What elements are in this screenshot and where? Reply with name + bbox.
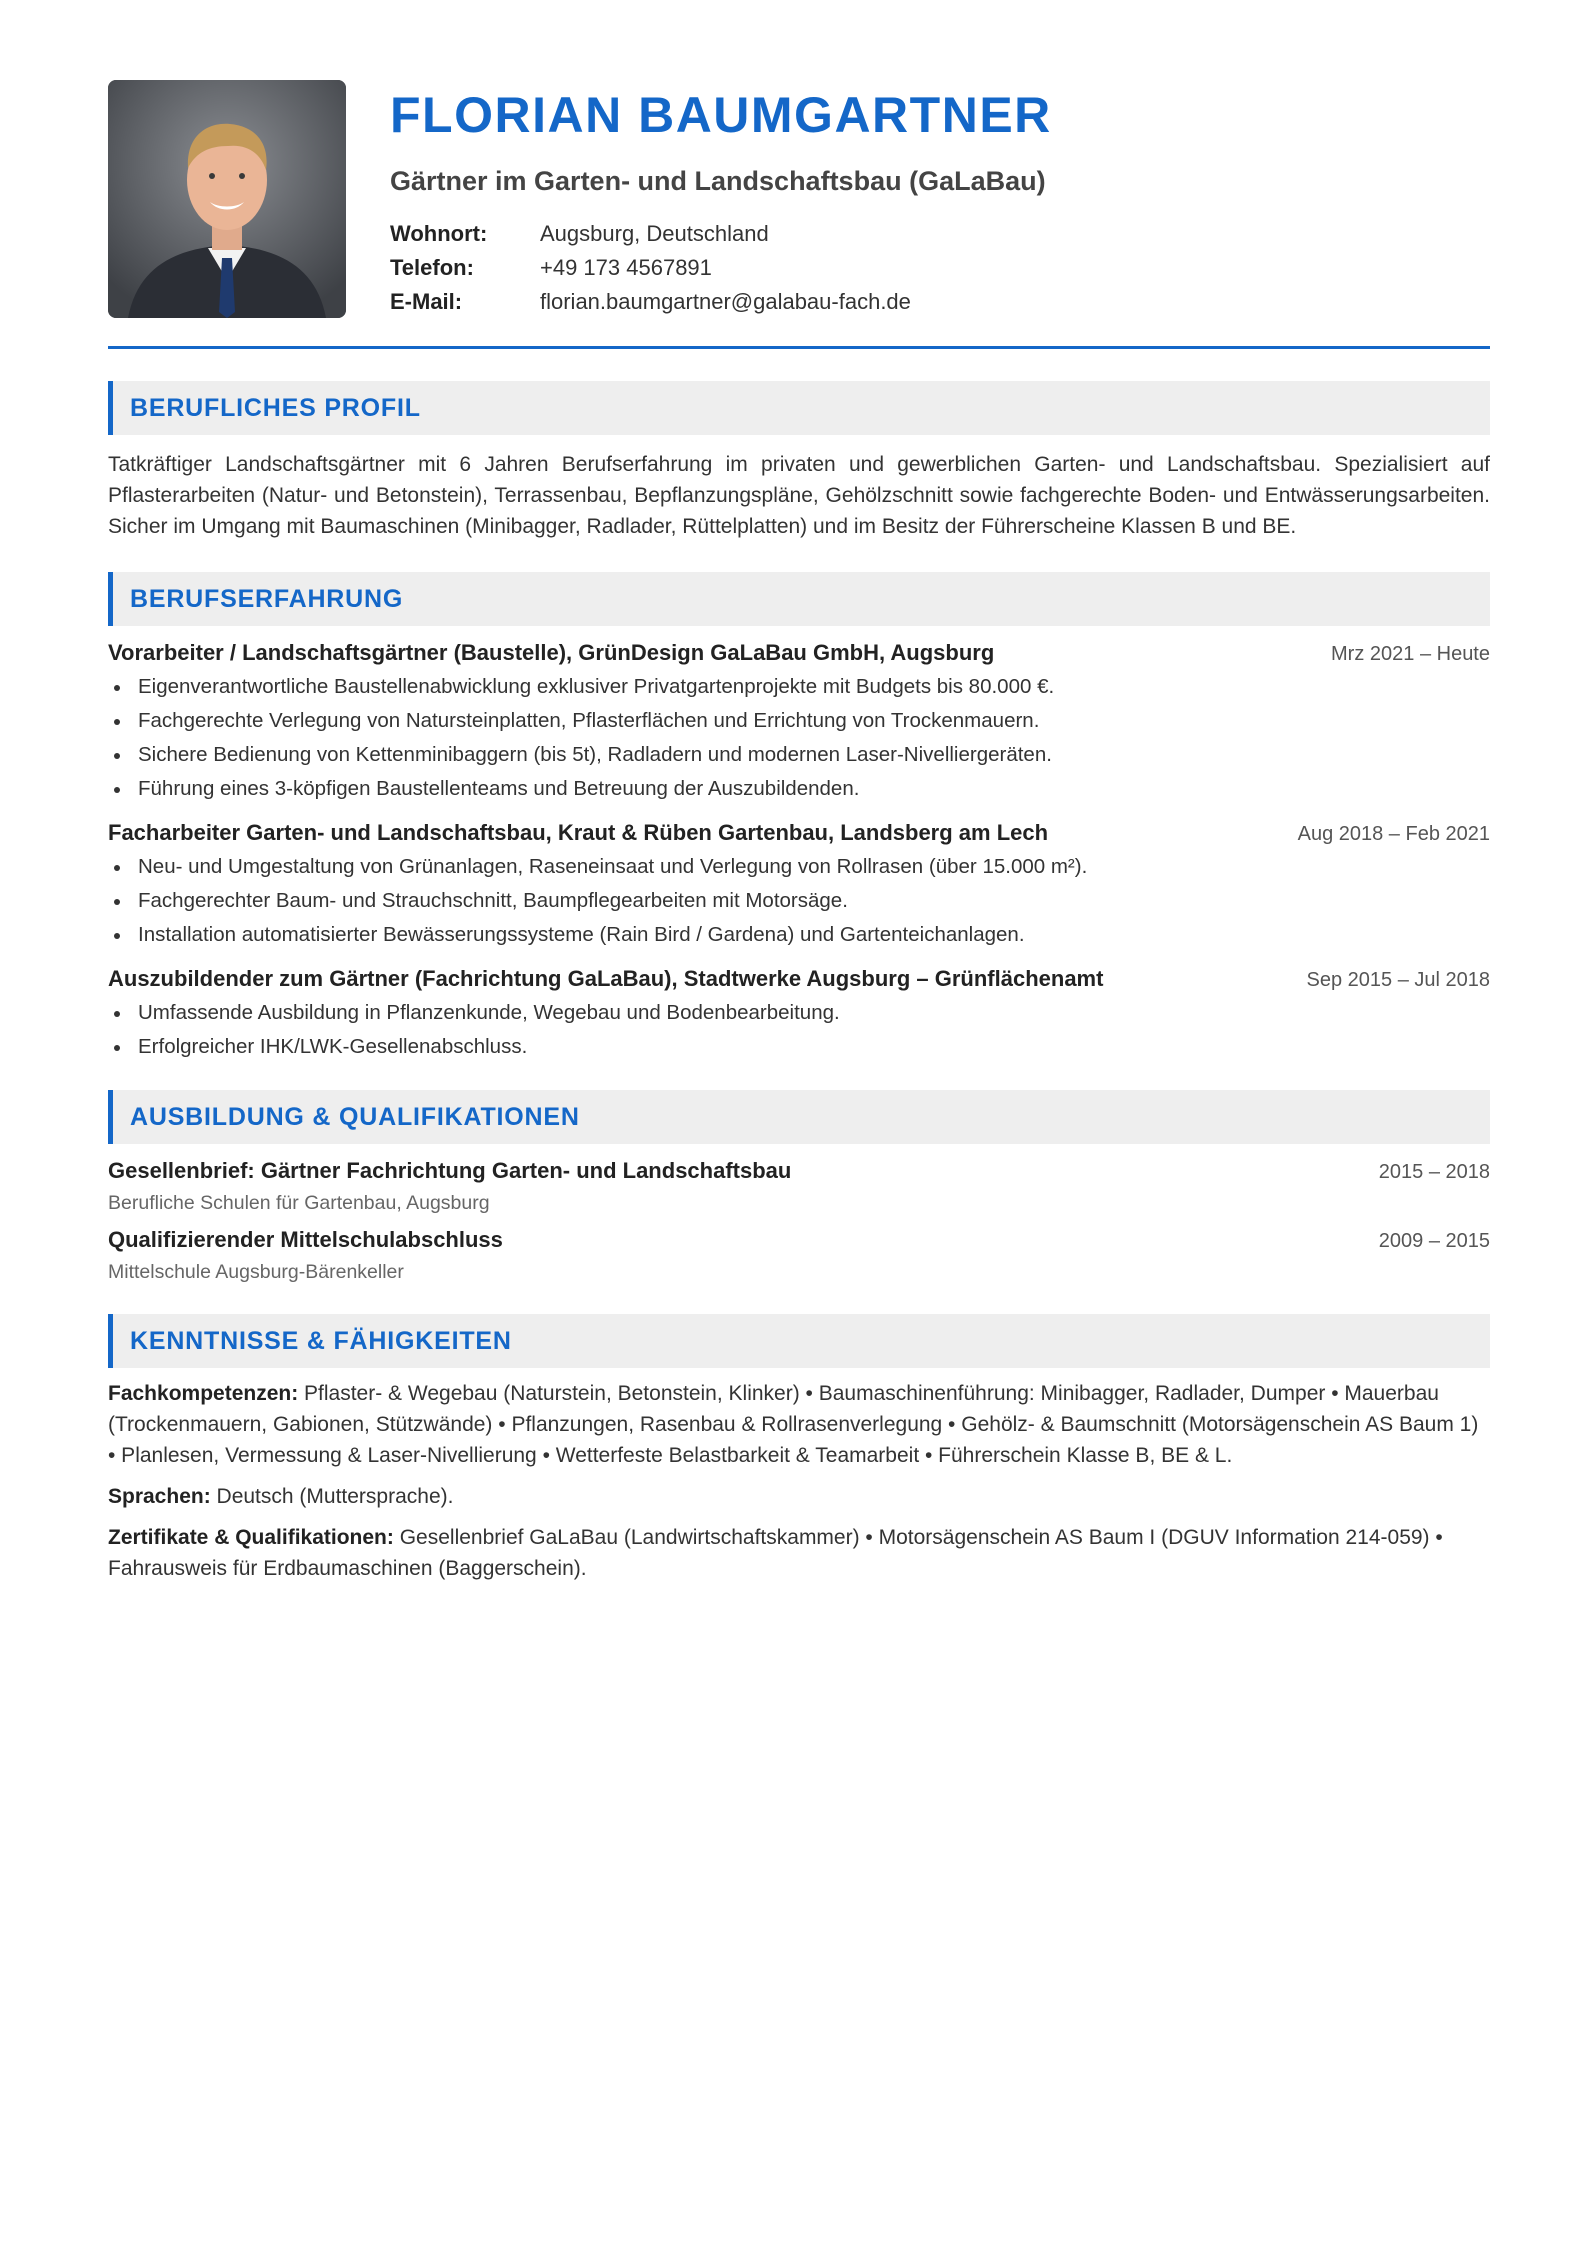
job-entry xyxy=(108,966,1490,1064)
skill-label: Sprachen: xyxy=(108,1485,211,1508)
header-divider xyxy=(108,346,1490,349)
section-heading-education: AUSBILDUNG & QUALIFIKATIONEN xyxy=(108,1090,1490,1144)
resume-header xyxy=(108,80,1490,320)
skill-paragraph-languages xyxy=(108,1481,1490,1512)
profile-summary: Tatkräftiger Landschaftsgärtner mit 6 Jahren Berufserfahrung im privaten und gewerblichen Garten- und Landschaftsbau. Spezialisiert auf Pflasterarbeiten (Natur- und Betonstein), Terrassenbau, Bepflanzungspläne, Gehölzschnitt sowie fachgerechte Boden- und Entwässerungsarbeiten. Sicher im Umgang mit Baumaschinen (Minibagger, Radlader, Rüttelplatten) und im Besitz der Führerscheine Klassen B und BE. xyxy=(108,453,1490,538)
job-entry-date: Mrz 2021 – Heute xyxy=(1331,643,1490,665)
contact-label: Wohnort: xyxy=(390,221,488,246)
list-item: Erfolgreicher IHK/LWK-Gesellenabschluss. xyxy=(108,1030,1490,1064)
list-item: Eigenverantwortliche Baustellenabwicklung exklusiver Privatgartenprojekte mit Budgets bis 80.000 €. xyxy=(108,670,1490,704)
phone-value: +49 173 4567891 xyxy=(540,255,712,280)
list-item: Umfassende Ausbildung in Pflanzenkunde, Wegebau und Bodenbearbeitung. xyxy=(108,996,1490,1030)
contact-row-phone xyxy=(390,251,1490,285)
job-header xyxy=(108,820,1490,846)
list-item: Installation automatisierter Bewässerungssysteme (Rain Bird / Gardena) und Gartenteichanlagen. xyxy=(108,918,1490,952)
contact-list xyxy=(390,217,1490,319)
education-title: Gesellenbrief: Gärtner Fachrichtung Garten- und Landschaftsbau xyxy=(108,1158,792,1183)
profile-photo xyxy=(108,80,346,318)
education-entry xyxy=(108,1227,1490,1284)
job-bullets xyxy=(108,850,1490,952)
contact-row-residence xyxy=(390,217,1490,251)
candidate-name: FLORIAN BAUMGARTNER xyxy=(390,87,1052,143)
education-school: Mittelschule Augsburg-Bärenkeller xyxy=(108,1261,404,1283)
education-entry xyxy=(108,1158,1490,1215)
skill-text: Deutsch (Muttersprache). xyxy=(210,1485,454,1508)
education-date: 2009 – 2015 xyxy=(1378,1230,1490,1252)
list-item: Fachgerechter Baum- und Strauchschnitt, Baumpflegearbeiten mit Motorsäge. xyxy=(108,884,1490,918)
education-header xyxy=(108,1158,1490,1184)
skill-label: Fachkompetenzen: xyxy=(108,1382,299,1405)
contact-row-email xyxy=(390,285,1490,319)
skill-paragraph-certificates xyxy=(108,1522,1490,1584)
resume-content xyxy=(108,80,1490,1584)
education-title: Qualifizierender Mittelschulabschluss xyxy=(108,1227,503,1252)
education-header xyxy=(108,1227,1490,1253)
skill-label: Zertifikate & Qualifikationen: xyxy=(108,1526,394,1549)
section-heading-experience: BERUFSERFAHRUNG xyxy=(108,572,1490,626)
job-entry xyxy=(108,640,1490,806)
skill-text: Pflaster- & Wegebau (Naturstein, Betonstein, Klinker) • Baumaschinenführung: Minibagger, Radlader, Dumper • Mauerbau (Trockenmauern, Gabionen, Stützwände) • Pflanzungen, Rasenbau & Rollrasenverlegung • Gehölz- & Baumschnitt (Motorsägenschein AS Baum 1) • Planlesen, Vermessung & Laser-Nivellierung • Wetterfeste Belastbarkeit & Teamarbeit • Führerschein Klasse B, BE & L. xyxy=(108,1382,1479,1467)
email-value: florian.baumgartner@galabau-fach.de xyxy=(540,289,911,314)
job-entry-date: Aug 2018 – Feb 2021 xyxy=(1297,823,1490,845)
list-item: Neu- und Umgestaltung von Grünanlagen, Raseneinsaat und Verlegung von Rollrasen (über 15.000 m²). xyxy=(108,850,1490,884)
residence-value: Augsburg, Deutschland xyxy=(540,221,769,246)
job-entry-title: Facharbeiter Garten- und Landschaftsbau, Kraut & Rüben Gartenbau, Landsberg am Lech xyxy=(108,820,1049,845)
job-header xyxy=(108,966,1490,992)
section-heading-profile: BERUFLICHES PROFIL xyxy=(108,381,1490,435)
section-heading-skills: KENNTNISSE & FÄHIGKEITEN xyxy=(108,1314,1490,1368)
education-school: Berufliche Schulen für Gartenbau, Augsburg xyxy=(108,1192,490,1214)
job-entry-title: Auszubildender zum Gärtner (Fachrichtung GaLaBau), Stadtwerke Augsburg – Grünflächenamt xyxy=(108,966,1104,991)
job-header xyxy=(108,640,1490,666)
education-date: 2015 – 2018 xyxy=(1378,1161,1490,1183)
skill-text: Gesellenbrief GaLaBau (Landwirtschaftskammer) • Motorsägenschein AS Baum I (DGUV Information 214-059) • Fahrausweis für Erdbaumaschinen (Baggerschein). xyxy=(108,1526,1443,1580)
job-entry-title: Vorarbeiter / Landschaftsgärtner (Baustelle), GrünDesign GaLaBau GmbH, Augsburg xyxy=(108,640,995,665)
skill-paragraph-competencies xyxy=(108,1378,1490,1471)
job-bullets xyxy=(108,670,1490,806)
list-item: Führung eines 3-köpfigen Baustellenteams und Betreuung der Auszubildenden. xyxy=(108,772,1490,806)
list-item: Sichere Bedienung von Kettenminibaggern (bis 5t), Radladern und modernen Laser-Nivelliergeräten. xyxy=(108,738,1490,772)
job-bullets xyxy=(108,996,1490,1064)
contact-label: E-Mail: xyxy=(390,289,463,314)
job-entry-date: Sep 2015 – Jul 2018 xyxy=(1306,969,1490,991)
contact-label: Telefon: xyxy=(390,255,474,280)
list-item: Fachgerechte Verlegung von Natursteinplatten, Pflasterflächen und Errichtung von Trockenmauern. xyxy=(108,704,1490,738)
job-entry xyxy=(108,820,1490,952)
job-title: Gärtner im Garten- und Landschaftsbau (GaLaBau) xyxy=(390,166,1046,196)
header-info xyxy=(390,80,1490,319)
